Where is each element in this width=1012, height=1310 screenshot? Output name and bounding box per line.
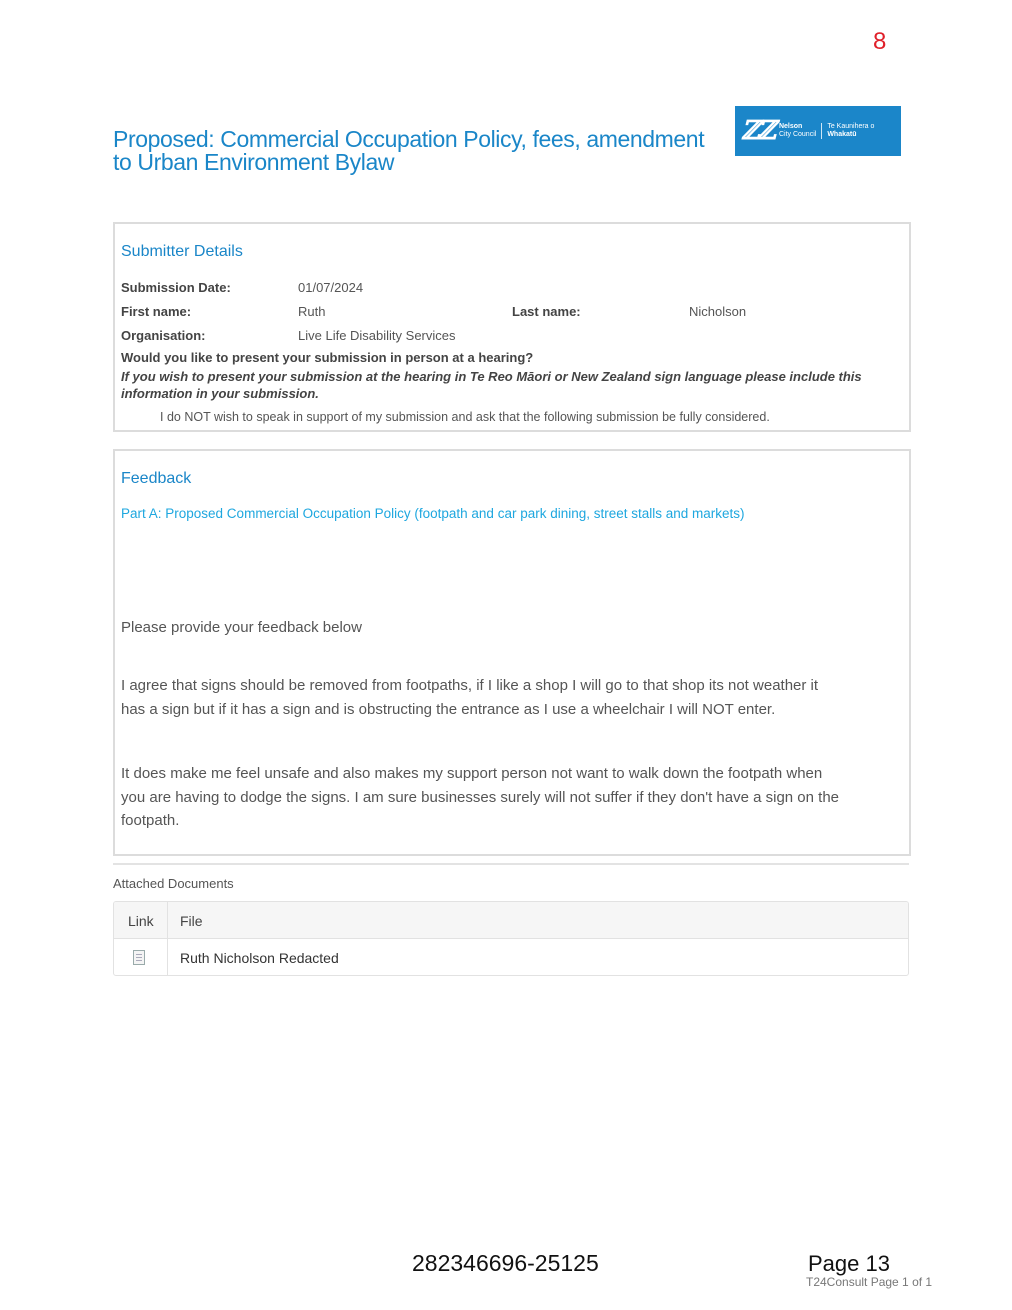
section-divider xyxy=(113,863,909,865)
submission-date-label: Submission Date: xyxy=(121,280,231,295)
logo-text-english: Nelson City Council xyxy=(779,123,822,139)
feedback-paragraph-2: It does make me feel unsafe and also makes my support person not want to walk down the footpath when you are having to dodge the signs. I am sure businesses surely will not suffer if they don't have a sign on the footpath. xyxy=(121,765,840,829)
attachments-table xyxy=(113,901,909,976)
column-header-file: File xyxy=(180,913,203,929)
first-name-value: Ruth xyxy=(298,304,326,319)
organisation-label: Organisation: xyxy=(121,328,206,343)
council-logo xyxy=(735,106,901,156)
hearing-note: If you wish to present your submission at the hearing in Te Reo Māori or New Zealand sign language please include this information in your submission. xyxy=(121,369,862,401)
submitter-details-section xyxy=(113,222,911,432)
logo-text-maori: Te Kaunihera o Whakatū xyxy=(827,123,875,138)
document-icon[interactable] xyxy=(133,950,145,965)
column-divider xyxy=(167,902,168,975)
hearing-question: Would you like to present your submission in person at a hearing? xyxy=(121,350,534,365)
feedback-paragraph-1: I agree that signs should be removed from footpaths, if I like a shop I will go to that shop its not weather it has a sign but if it has a sign and is obstructing the entrance as I use a wheelchair I will NOT enter. xyxy=(121,677,819,718)
attachment-file-name[interactable]: Ruth Nicholson Redacted xyxy=(180,950,339,966)
first-name-label: First name: xyxy=(121,304,192,319)
last-name-value: Nicholson xyxy=(689,304,747,319)
footer-system-note: T24Consult Page 1 of 1 xyxy=(806,1275,933,1289)
logo-mark-icon: ℤℤ xyxy=(741,116,773,146)
document-id: 282346696-25125 xyxy=(412,1250,599,1276)
part-a-heading: Part A: Proposed Commercial Occupation Policy (footpath and car park dining, street stalls and markets) xyxy=(121,506,745,521)
submitter-details-heading: Submitter Details xyxy=(121,243,243,260)
submission-date-value: 01/07/2024 xyxy=(298,280,364,295)
feedback-prompt: Please provide your feedback below xyxy=(121,619,362,636)
page-title: Proposed: Commercial Occupation Policy, fees, amendment to Urban Environment Bylaw xyxy=(113,126,705,175)
feedback-heading: Feedback xyxy=(121,470,192,487)
page-number: 8 xyxy=(873,28,887,55)
feedback-section xyxy=(113,449,911,856)
attached-documents-label: Attached Documents xyxy=(113,876,234,891)
attachments-table-header xyxy=(114,902,908,939)
last-name-label: Last name: xyxy=(512,304,581,319)
footer-page-number: Page 13 xyxy=(808,1251,890,1276)
column-header-link: Link xyxy=(128,913,154,929)
hearing-answer: I do NOT wish to speak in support of my submission and ask that the following submission be fully considered. xyxy=(160,410,770,424)
organisation-value: Live Life Disability Services xyxy=(298,328,456,343)
